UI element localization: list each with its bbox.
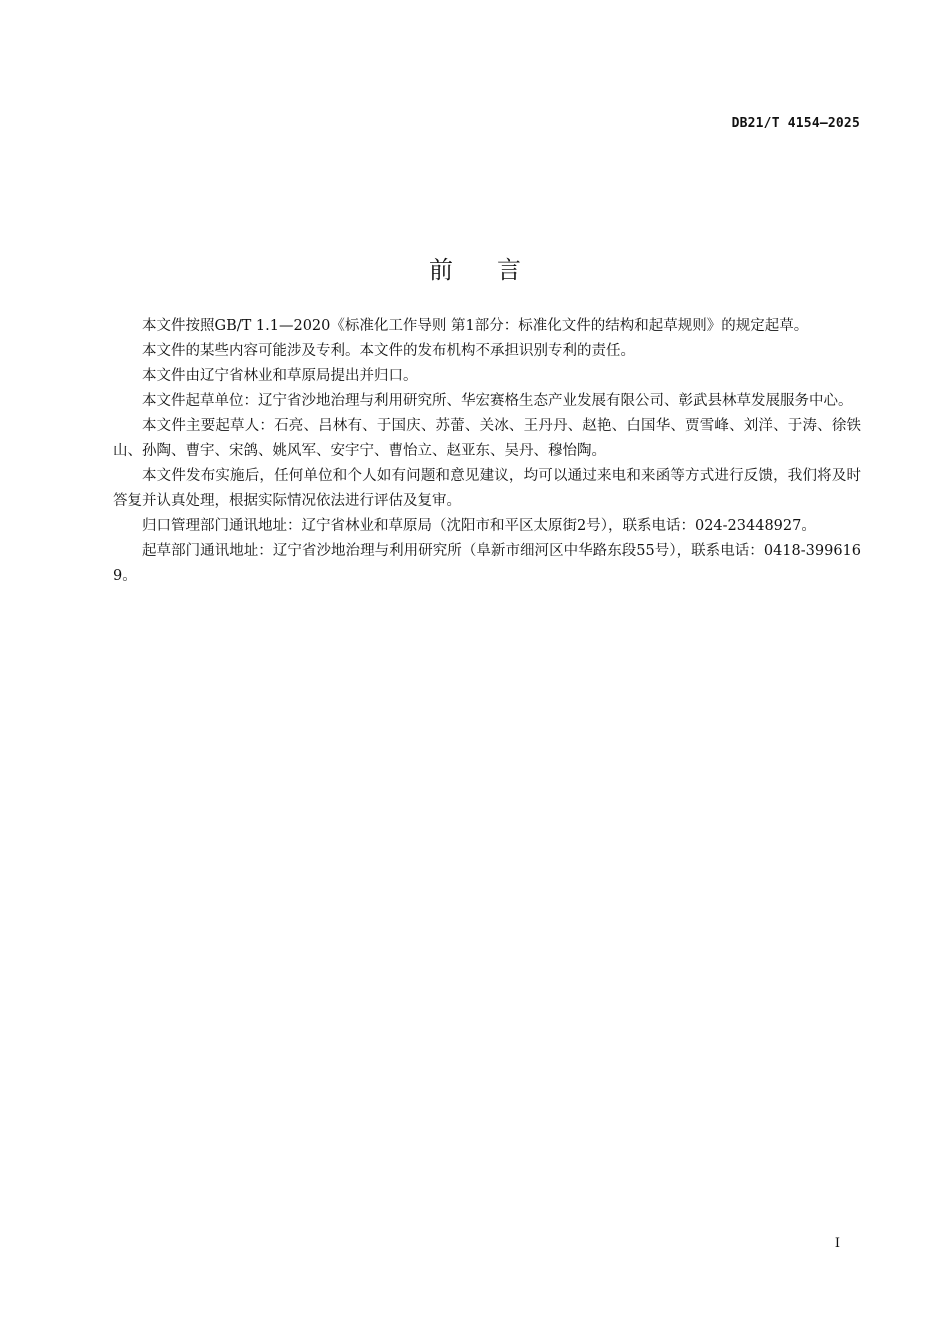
paragraph-patent-notice: 本文件的某些内容可能涉及专利。本文件的发布机构不承担识别专利的责任。 (142, 343, 635, 359)
page-title: 前言 (429, 256, 565, 285)
paragraph-admin-contact: 归口管理部门通讯地址：辽宁省林业和草原局（沈阳市和平区太原街2号），联系电话：024-23448927。 (142, 518, 816, 534)
paragraph-drafters: 本文件主要起草人：石亮、吕林有、于国庆、苏蕾、关冰、王丹丹、赵艳、白国华、贾雪峰、刘洋、于涛、徐铁山、孙陶、曹宇、宋鸽、姚风军、安宇宁、曹怡立、赵亚东、吴丹、穆怡陶。 (113, 418, 861, 459)
paragraph-feedback: 本文件发布实施后，任何单位和个人如有问题和意见建议，均可以通过来电和来函等方式进行反馈，我们将及时答复并认真处理，根据实际情况依法进行评估及复审。 (113, 468, 861, 509)
page-number: I (834, 1236, 840, 1251)
preface-body (113, 314, 861, 589)
paragraph-drafting-units: 本文件起草单位：辽宁省沙地治理与利用研究所、华宏赛格生态产业发展有限公司、彰武县林草发展服务中心。 (142, 393, 853, 409)
paragraph-drafting-rules: 本文件按照GB/T 1.1—2020《标准化工作导则 第1部分：标准化文件的结构和起草规则》的规定起草。 (142, 318, 809, 334)
document-code: DB21/T 4154—2025 (731, 116, 860, 131)
paragraph-drafting-contact: 起草部门通讯地址：辽宁省沙地治理与利用研究所（阜新市细河区中华路东段55号），联系电话：0418-3996169。 (113, 543, 861, 584)
paragraph-proposer: 本文件由辽宁省林业和草原局提出并归口。 (142, 368, 418, 384)
